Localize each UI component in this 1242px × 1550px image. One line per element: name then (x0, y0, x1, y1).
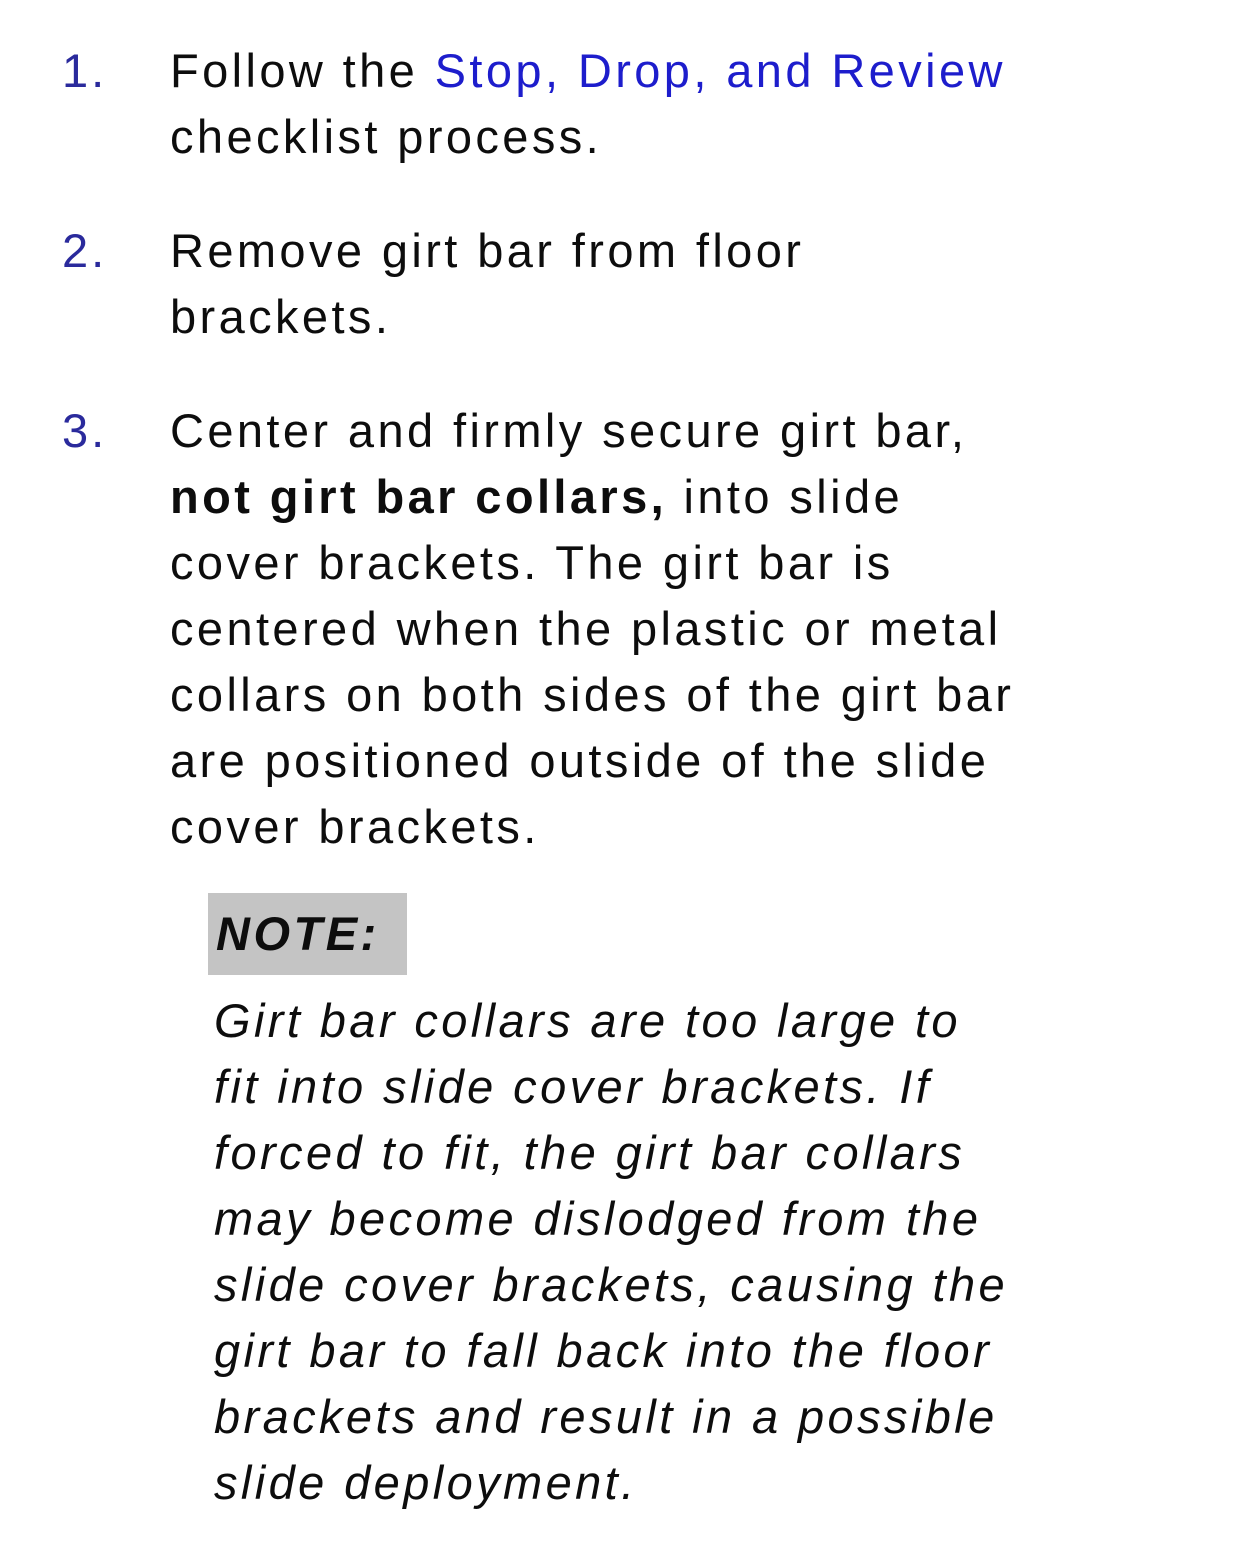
note-line: Girt bar collars are too large to (214, 994, 961, 1047)
step-text-line: centered when the plastic or metal (170, 602, 1002, 655)
step-text-line: Remove girt bar from floor (170, 224, 805, 277)
step-text (170, 38, 1230, 170)
step-text-line: into slide (667, 470, 904, 523)
note-line: girt bar to fall back into the floor (214, 1324, 993, 1377)
emphasis-text: not girt bar collars, (170, 470, 668, 523)
note-line: may become dislodged from the (214, 1192, 982, 1245)
stop-drop-review-link[interactable]: Stop, Drop, and Review (434, 44, 1006, 97)
step-text-line: brackets. (170, 290, 392, 343)
step-text (170, 398, 1230, 860)
step-text-part: checklist process. (170, 110, 603, 163)
step-text-line: collars on both sides of the girt bar (170, 668, 1015, 721)
note-line: slide deployment. (214, 1456, 638, 1509)
step-text-part: Follow the (170, 44, 435, 97)
step-number: 1. (62, 44, 108, 97)
note-line: fit into slide cover brackets. If (214, 1060, 933, 1113)
step-text-line: cover brackets. The girt bar is (170, 536, 894, 589)
note-line: forced to fit, the girt bar collars (214, 1126, 966, 1179)
note-line: slide cover brackets, causing the (214, 1258, 1009, 1311)
step-text-line: are positioned outside of the slide (170, 734, 990, 787)
step-text-line: Center and firmly secure girt bar, (170, 404, 968, 457)
step-number: 3. (62, 404, 108, 457)
note-line: brackets and result in a possible (214, 1390, 998, 1443)
step-text (170, 218, 1230, 350)
note-body (214, 988, 1224, 1516)
step-number: 2. (62, 224, 108, 277)
note-label: NOTE: (208, 893, 407, 975)
step-text-line: cover brackets. (170, 800, 540, 853)
